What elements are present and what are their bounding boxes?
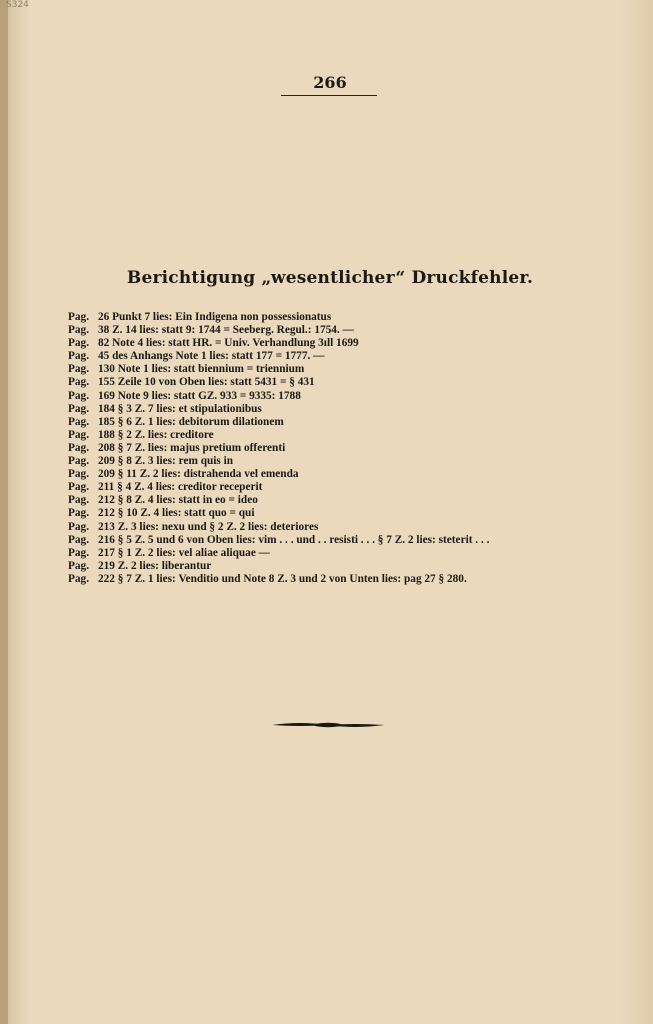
entry-prefix: Pag. (68, 402, 90, 415)
errata-entry (68, 363, 598, 376)
entry-prefix: Pag. (68, 559, 90, 572)
entry-prefix: Pag. (68, 455, 90, 468)
errata-entry (68, 376, 598, 389)
errata-entry (68, 337, 598, 350)
errata-entry (68, 350, 598, 363)
errata-entry (68, 390, 598, 403)
entry-text: 213 Z. 3 lies: nexu und § 2 Z. 2 lies: deteriores (98, 520, 319, 533)
entry-prefix: Pag. (68, 324, 90, 337)
entry-text: 222 § 7 Z. 1 lies: Venditio und Note 8 Z. 3 und 2 von Unten lies: pag 27 § 280. (98, 572, 467, 585)
entry-prefix: Pag. (68, 533, 90, 546)
page-number: 266 (313, 73, 347, 92)
entry-prefix: Pag. (68, 363, 90, 376)
entry-text: 130 Note 1 lies: statt biennium = triennium (98, 363, 305, 376)
errata-entry (68, 573, 598, 586)
entry-text: 209 § 8 Z. 3 lies: rem quis in (98, 455, 234, 468)
errata-list (68, 311, 598, 586)
page-number-rule (281, 95, 377, 96)
errata-entry (68, 455, 598, 468)
entry-prefix: Pag. (68, 389, 90, 402)
errata-entry (68, 560, 598, 573)
entry-prefix: Pag. (68, 494, 90, 507)
entry-prefix: Pag. (68, 376, 90, 389)
ornament-divider-icon (270, 718, 386, 732)
errata-entry (68, 324, 598, 337)
entry-text: 45 des Anhangs Note 1 lies: statt 177 = 1777. — (98, 350, 325, 363)
errata-entry (68, 442, 598, 455)
errata-entry (68, 507, 598, 520)
entry-text: 185 § 6 Z. 1 lies: debitorum dilationem (98, 415, 284, 428)
errata-entry (68, 534, 598, 547)
entry-text: 169 Note 9 lies: statt GZ. 933 = 9335: 1788 (98, 389, 301, 402)
entry-prefix: Pag. (68, 441, 90, 454)
errata-entry (68, 521, 598, 534)
errata-entry (68, 416, 598, 429)
errata-entry (68, 481, 598, 494)
entry-prefix: Pag. (68, 337, 90, 350)
entry-text: 82 Note 4 lies: statt HR. = Univ. Verhandlung 3ıll 1699 (98, 337, 359, 350)
page-gutter (0, 0, 8, 1024)
entry-text: 212 § 10 Z. 4 lies: statt quo = qui (98, 507, 255, 520)
entry-text: 209 § 11 Z. 2 lies: distrahenda vel emenda (98, 468, 299, 481)
entry-prefix: Pag. (68, 428, 90, 441)
entry-text: 188 § 2 Z. lies: creditore (98, 428, 214, 441)
entry-text: 219 Z. 2 lies: liberantur (98, 559, 212, 572)
entry-prefix: Pag. (68, 481, 90, 494)
library-stamp: S324 (6, 0, 29, 10)
entry-prefix: Pag. (68, 415, 90, 428)
entry-prefix: Pag. (68, 311, 90, 323)
errata-entry (68, 547, 598, 560)
entry-prefix: Pag. (68, 546, 90, 559)
entry-text: 211 § 4 Z. 4 lies: creditor receperit (98, 481, 263, 494)
entry-text: 26 Punkt 7 lies: Ein Indigena non possessionatus (98, 311, 332, 323)
entry-text: 216 § 5 Z. 5 und 6 von Oben lies: vim . . . und . . resisti . . . § 7 Z. 2 lies: steterit . . . (98, 533, 490, 546)
entry-text: 38 Z. 14 lies: statt 9: 1744 = Seeberg. Regul.: 1754. — (98, 324, 354, 337)
errata-entry (68, 429, 598, 442)
entry-text: 155 Zeile 10 von Oben lies: statt 5431 = § 431 (98, 376, 315, 389)
entry-text: 208 § 7 Z. lies: majus pretium offerenti (98, 441, 286, 454)
entry-text: 184 § 3 Z. 7 lies: et stipulationibus (98, 402, 262, 415)
entry-prefix: Pag. (68, 507, 90, 520)
entry-text: 217 § 1 Z. 2 lies: vel aliae aliquae — (98, 546, 270, 559)
errata-entry (68, 311, 598, 324)
entry-prefix: Pag. (68, 520, 90, 533)
page-title: Berichtigung „wesentlicher“ Druckfehler. (126, 268, 534, 288)
entry-prefix: Pag. (68, 468, 90, 481)
errata-entry (68, 468, 598, 481)
entry-prefix: Pag. (68, 350, 90, 363)
entry-prefix: Pag. (68, 572, 90, 585)
entry-text: 212 § 8 Z. 4 lies: statt in eo = ideo (98, 494, 258, 507)
errata-entry (68, 494, 598, 507)
errata-entry (68, 403, 598, 416)
